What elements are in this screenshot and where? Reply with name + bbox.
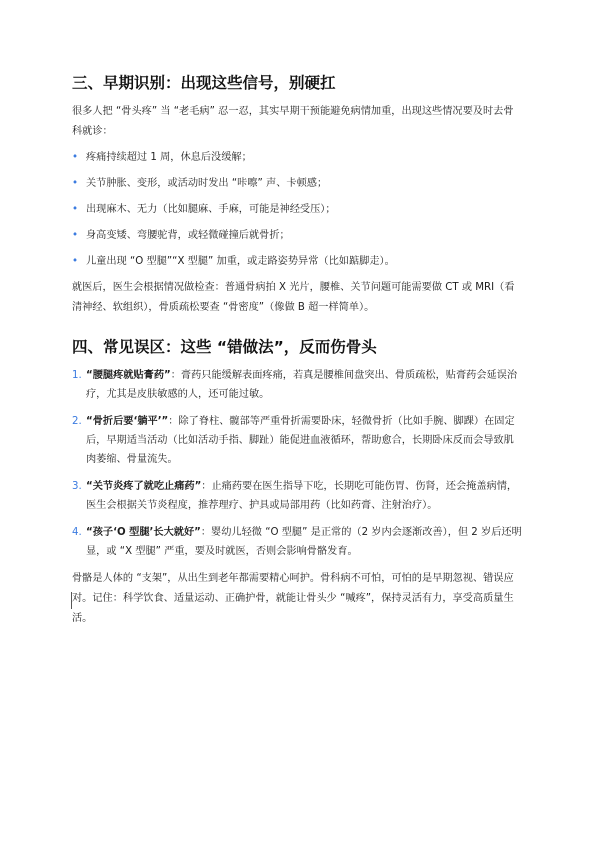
list-item: • 出现麻木、无力（比如腿麻、手麻，可能是神经受压）； — [72, 200, 523, 220]
list-item — [72, 366, 523, 404]
section-3-heading: 三、早期识别：出现这些信号，别硬扛 — [72, 74, 336, 92]
item-number: 4. — [72, 527, 82, 538]
misconception-list — [72, 366, 523, 561]
section-3-after: 就医后，医生会根据情况做检查：普通骨病拍 X 光片，腰椎、关节问题可能需要做 CT 或 MRI（看清神经、软组织），骨质疏松要查 “骨密度”（像做 B 超一样简单）。 — [72, 282, 515, 313]
list-item: • 身高变矮、弯腰驼背，或轻微碰撞后就骨折； — [72, 226, 523, 246]
item-title: “孩子‘O 型腿’长大就好” — [86, 527, 201, 538]
item-number: 1. — [72, 370, 82, 381]
list-item — [72, 477, 523, 515]
item-number: 3. — [72, 481, 82, 492]
item-number: 2. — [72, 416, 82, 427]
document-page — [72, 72, 523, 629]
list-item — [72, 412, 523, 469]
list-item: • 儿童出现 “O 型腿”“X 型腿” 加重，或走路姿势异常（比如踮脚走）。 — [72, 252, 523, 272]
item-text: ：止痛药要在医生指导下吃，长期吃可能伤胃、伤肾，还会掩盖病情，医生会根据关节炎程度，推荐理疗、护具或局部用药（比如药膏、注射治疗）。 — [86, 481, 518, 511]
closing-paragraph: 骨骼是人体的 “支架”，从出生到老年都需要精心呵护。骨科病不可怕，可怕的是早期忽视、错误应对。记住：科学饮食、适量运动、正确护骨，就能让骨头少 “喊疼”，保持灵活有力，享受高质量生活。 — [72, 573, 514, 624]
item-text: ：婴幼儿轻微 “O 型腿” 是正常的（2 岁内会逐渐改善），但 2 岁后还明显，或 “X 型腿” 严重，要及时就医，否则会影响骨骼发育。 — [86, 527, 522, 557]
section-3-intro: 很多人把 “骨头疼” 当 “老毛病” 忍一忍，其实早期干预能避免病情加重，出现这些情况要及时去骨科就诊： — [72, 106, 514, 137]
symptom-list — [72, 148, 523, 272]
section-4-heading: 四、常见误区：这些 “错做法”，反而伤骨头 — [72, 338, 377, 356]
list-item: • 关节肿胀、变形，或活动时发出 “咔嚓” 声、卡顿感； — [72, 174, 523, 194]
list-item: • 疼痛持续超过 1 周，休息后没缓解； — [72, 148, 523, 168]
item-title: “骨折后要‘躺平’” — [86, 416, 169, 427]
item-text: ：膏药只能缓解表面疼痛，若真是腰椎间盘突出、骨质疏松，贴膏药会延误治疗，尤其是皮肤敏感的人，还可能过敏。 — [86, 370, 518, 400]
list-item — [72, 523, 523, 561]
item-title: “腰腿疼就贴膏药” — [86, 370, 171, 381]
item-title: “关节炎疼了就吃止痛药” — [86, 481, 202, 492]
text-cursor[interactable] — [71, 592, 72, 609]
item-text: ：除了脊柱、髋部等严重骨折需要卧床，轻微骨折（比如手腕、脚踝）在固定后，早期适当活动（比如活动手指、脚趾）能促进血液循环，帮助愈合，长期卧床反而会导致肌肉萎缩、骨量流失。 — [86, 416, 515, 465]
